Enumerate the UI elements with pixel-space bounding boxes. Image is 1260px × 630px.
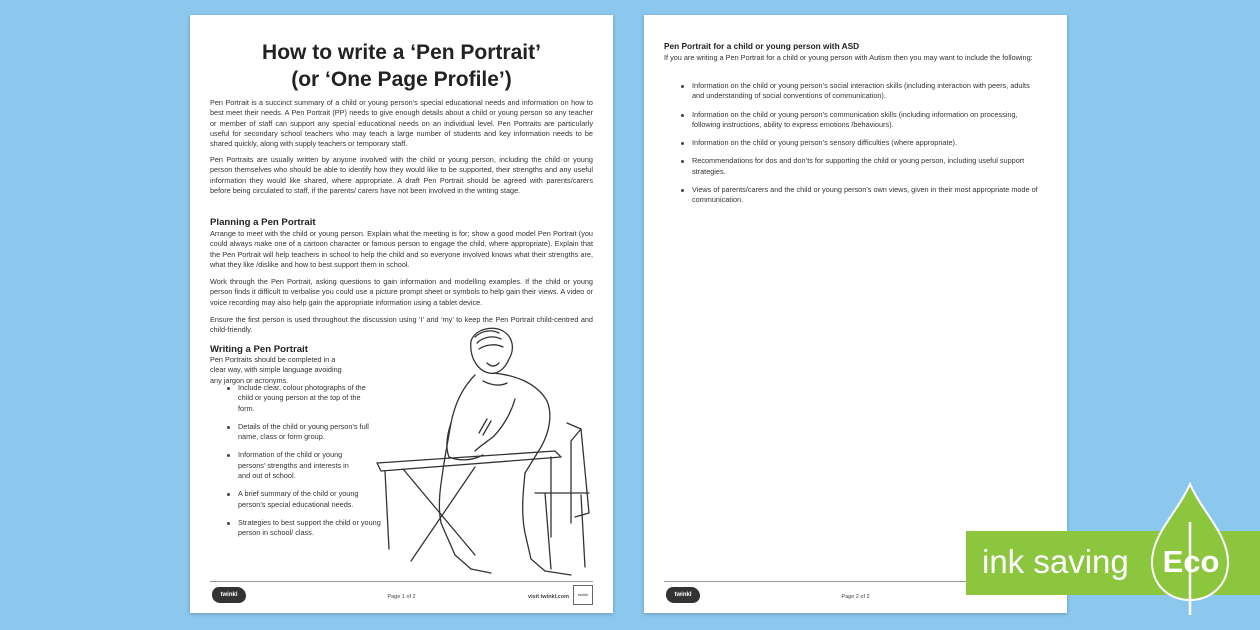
intro-paragraph: Pen Portrait is a succinct summary of a child or young person’s special educational needs and information on how to best meet their needs. A Pen Portrait (PP) needs to give enough details about a child or young person so any teacher or member of staff can support any special educational needs on an individual level. Pen Portraits are particularly useful for secondary school teachers who may teach a large number of students and key information needs to be shared quickly, along with supply teachers or temporary staff. <box>210 98 593 149</box>
student-writing-illustration <box>375 323 600 583</box>
worksheet-page-1 <box>190 15 613 613</box>
list-item: Strategies to best support the child or young person in school/ class. <box>226 518 398 539</box>
list-item: Details of the child or young person’s full name, class or form group. <box>226 422 376 443</box>
list-item: Information on the child or young person’s sensory difficulties (where appropriate). <box>680 138 1040 148</box>
twinkl-logo: twinkl <box>666 587 700 603</box>
visit-link: visit twinkl.com <box>528 594 569 600</box>
list-item: Information on the child or young person’s communication skills (including information on processing, following instructions, ability to express emotions /behaviours). <box>680 110 1040 131</box>
page-number: Page 1 of 2 <box>387 594 416 600</box>
quality-badge-icon: twinkl <box>573 585 593 605</box>
list-item: Information of the child or young persons’ strengths and interests in and out of school. <box>226 450 356 481</box>
asd-heading: Pen Portrait for a child or young person with ASD <box>664 41 860 51</box>
worksheet-page-2 <box>644 15 1067 613</box>
twinkl-logo: twinkl <box>212 587 246 603</box>
asd-intro-paragraph: If you are writing a Pen Portrait for a child or young person with Autism then you may want to include the following: <box>664 53 1033 62</box>
first-person-paragraph: Ensure the first person is used throughout the discussion using ‘I’ and ‘my’ to keep the Pen Portrait child-centred and child-friendly. <box>210 315 593 335</box>
writing-bullet-list <box>226 383 381 547</box>
writing-paragraph: Pen Portraits should be completed in a clear way, with simple language avoiding any jargon or acronyms. <box>210 355 342 385</box>
ink-saving-text: ink saving <box>982 543 1129 580</box>
list-item: Information on the child or young person’s social interaction skills (including interaction with peers, adults and understanding of social conventions of communication). <box>680 81 1040 102</box>
eco-label: Eco <box>1162 544 1220 579</box>
planning-paragraph: Arrange to meet with the child or young person. Explain what the meeting is for; show a good model Pen Portrait (you could always make one of a cartoon character or famous person to engage the child, where appropriate). Explain that the Pen Portrait will help teachers in school to help the child and so everyone involved knows what their strengths are, what they like /dislike and how to best support them in school. <box>210 229 593 269</box>
list-item: Recommendations for dos and don’ts for supporting the child or young person, including useful support strategies. <box>680 156 1040 177</box>
list-item: Views of parents/carers and the child or young person’s own views, given in their most appropriate mode of communication. <box>680 185 1040 206</box>
process-paragraph: Work through the Pen Portrait, asking questions to gain information and modelling examples. If the child or young person finds it difficult to verbalise you could use a picture prompt sheet or symbols to help gain their views. A video or voice recording may also help gain the appropriate information using a tablet device. <box>210 277 593 307</box>
list-item: Include clear, colour photographs of the child or young person at the top of the form. <box>226 383 376 414</box>
page-title <box>190 39 613 93</box>
footer-divider <box>210 581 593 582</box>
authors-paragraph: Pen Portraits are usually written by anyone involved with the child or young person, including the child or young person themselves who should be able to identify how they would like to be supported, their strengths and any useful information they would like shared, where appropriate. A draft Pen Portrait should be agreed with parents/carers before being circulated to staff, if the parents/ carers have not been involved in the writing stage. <box>210 155 593 195</box>
title-line-1: How to write a ‘Pen Portrait’ <box>262 41 541 64</box>
list-item: A brief summary of the child or young person’s special educational needs. <box>226 489 378 510</box>
writing-heading: Writing a Pen Portrait <box>210 344 308 355</box>
page-number: Page 2 of 2 <box>841 594 870 600</box>
asd-bullet-list <box>680 81 1040 214</box>
planning-heading: Planning a Pen Portrait <box>210 217 316 228</box>
title-line-2: (or ‘One Page Profile’) <box>291 68 512 91</box>
